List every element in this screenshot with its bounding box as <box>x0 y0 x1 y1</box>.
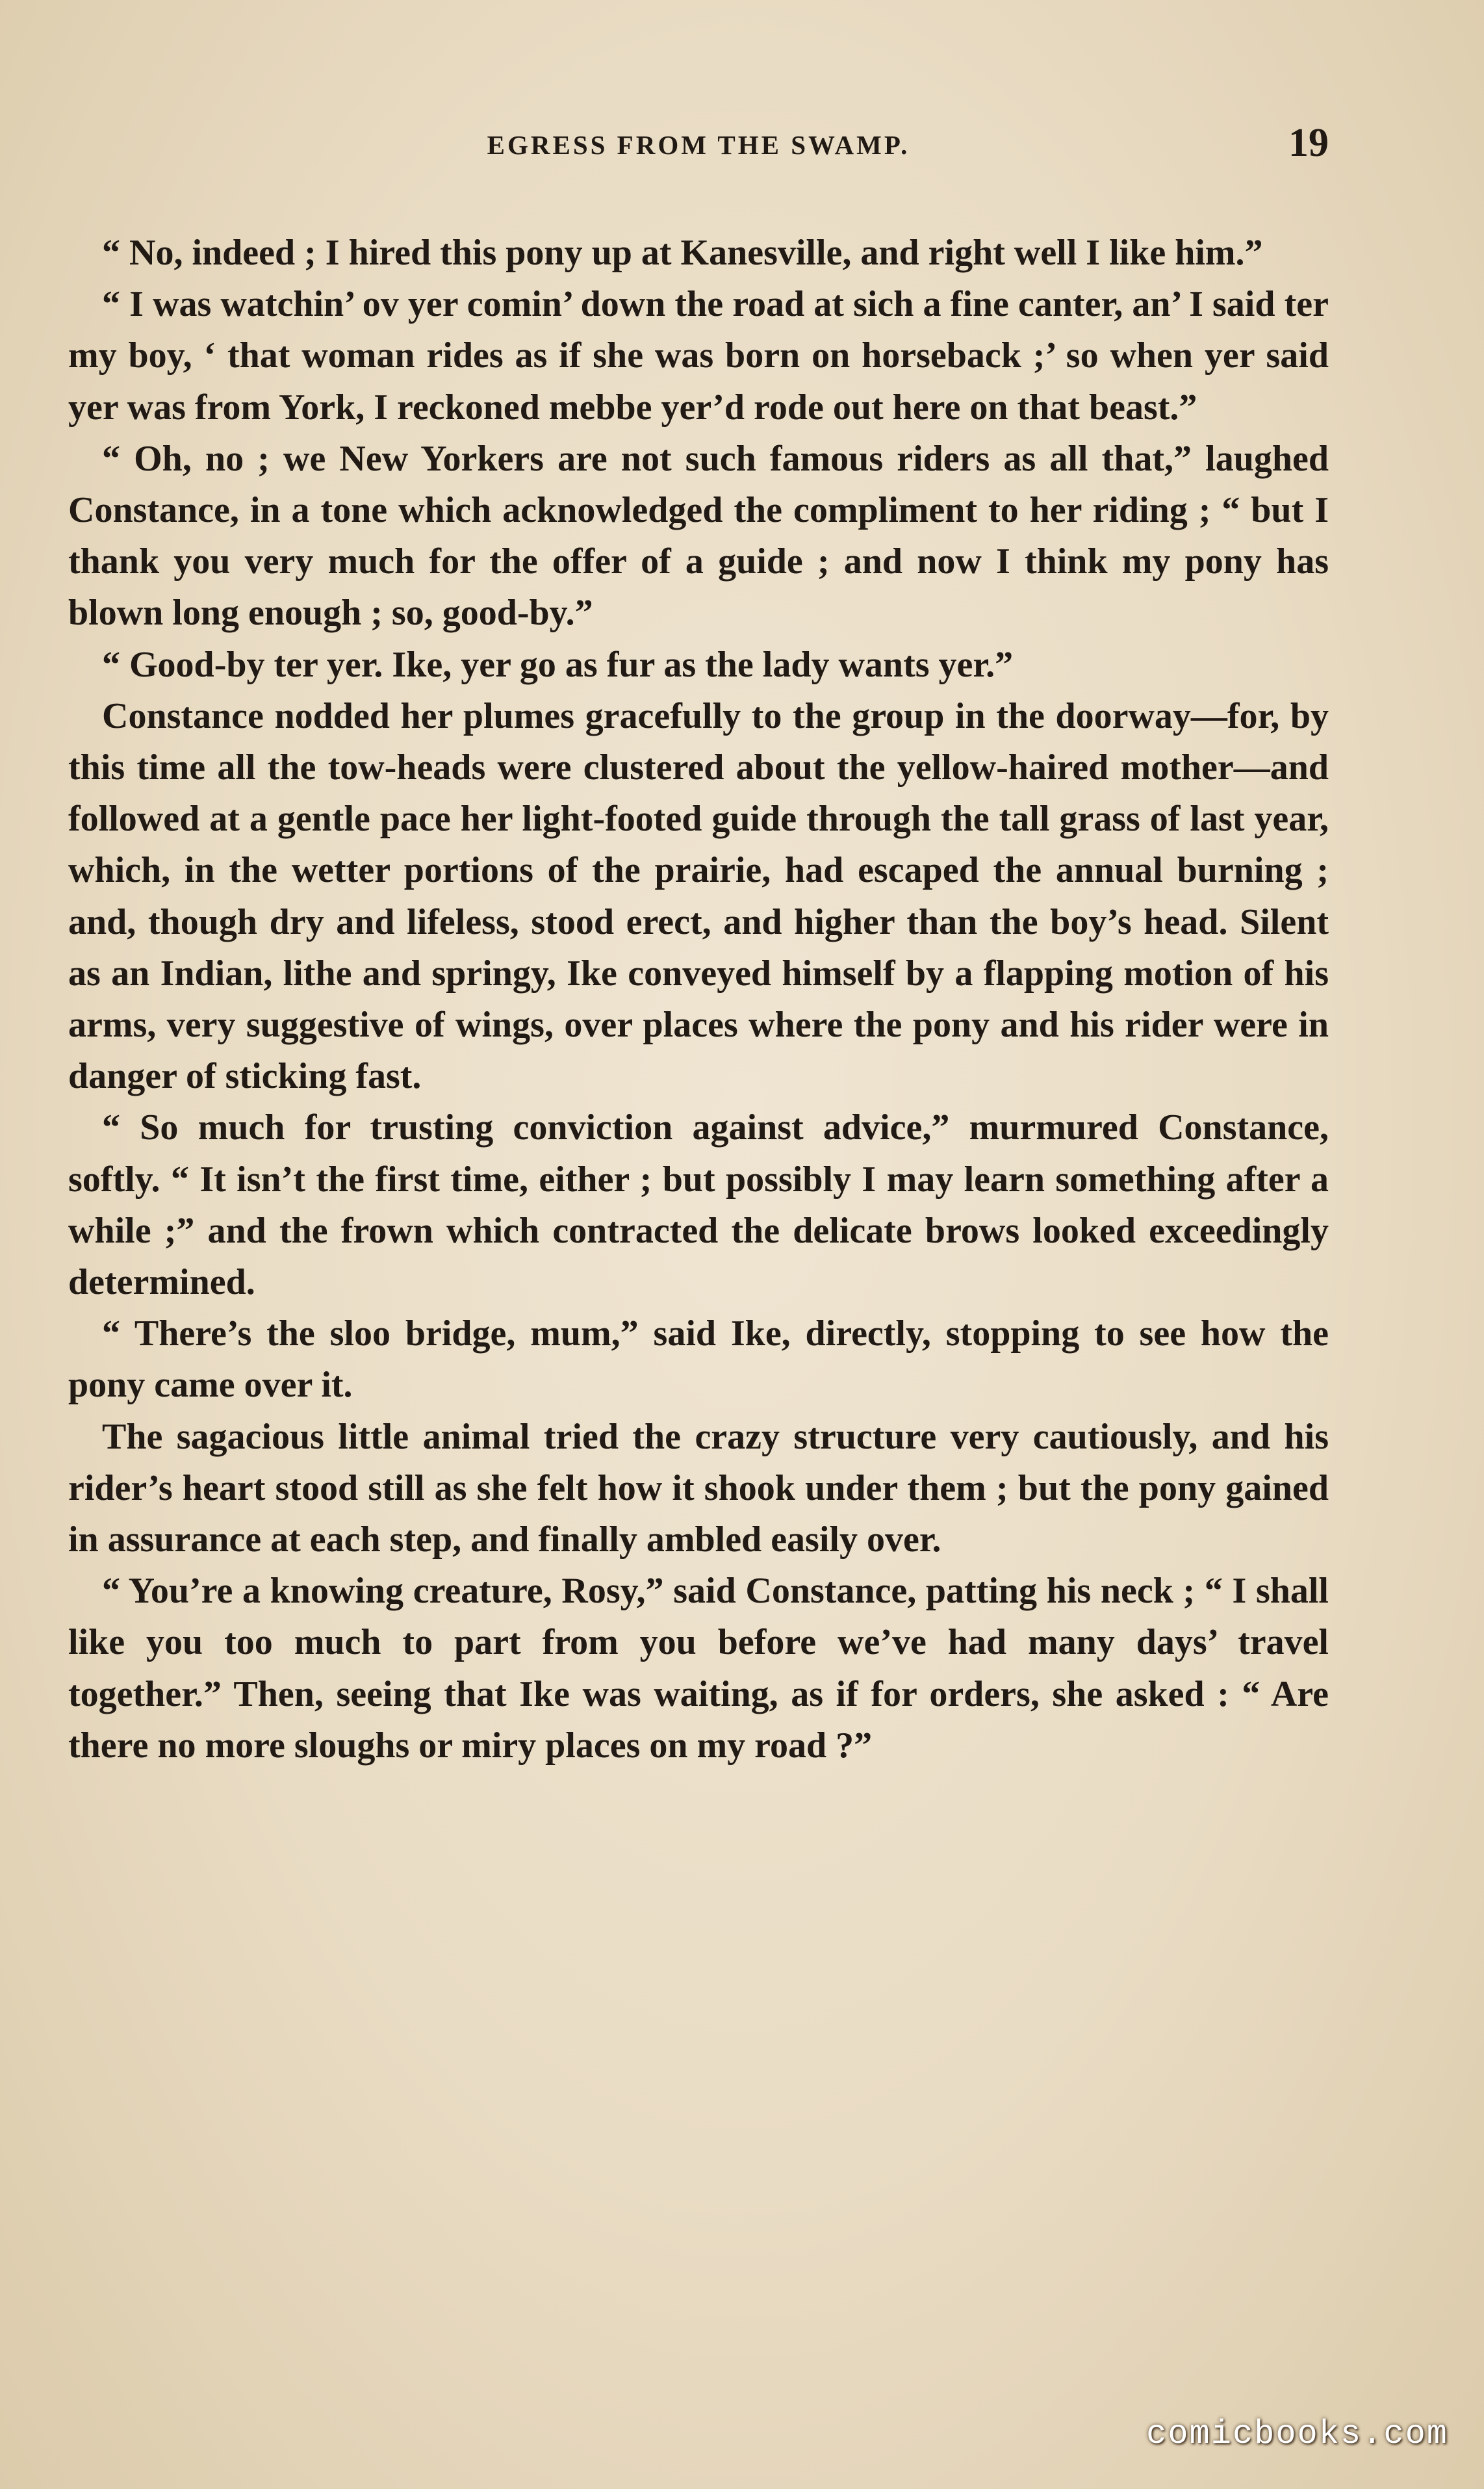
watermark: comicbooks.com <box>1146 2415 1448 2453</box>
paragraph: “ I was watchin’ ov yer comin’ down the road at sich a fine canter, an’ I said ter my boy, ‘ that woman rides as if she was born on horseback ;’ so when yer said yer was from York, I reckoned mebbe yer’d rode out here on that beast.” <box>68 284 1329 428</box>
running-head: EGRESS FROM THE SWAMP. <box>487 130 910 160</box>
paragraph: “ So much for trusting conviction against advice,” murmured Constance, softly. “ It isn’t the first time, either ; but possibly I may learn something after a while ;” and the frown which contracted the delicate brows looked exceedingly determined. <box>68 1107 1329 1303</box>
paragraph: “ You’re a knowing creature, Rosy,” said Constance, patting his neck ; “ I shall like you too much to part from you before we’ve had many days’ travel together.” Then, seeing that Ike was waiting, as if for orders, she asked : “ Are there no more sloughs or miry places on my road ?” <box>68 1571 1329 1766</box>
body-text <box>68 227 1329 1772</box>
page-header <box>68 120 1329 172</box>
paragraph: The sagacious little animal tried the crazy structure very cautiously, and his rider’s heart stood still as she felt how it shook under them ; but the pony gained in assurance at each step, and finally ambled easily over. <box>68 1416 1329 1560</box>
page-number: 19 <box>1288 121 1329 165</box>
paragraph: “ There’s the sloo bridge, mum,” said Ike, directly, stopping to see how the pony came over it. <box>68 1313 1329 1406</box>
paragraph: “ Oh, no ; we New Yorkers are not such famous riders as all that,” laughed Constance, in a tone which acknowledged the compliment to her riding ; “ but I thank you very much for the offer of a guide ; and now I think my pony has blown long enough ; so, good-by.” <box>68 438 1329 634</box>
paragraph: “ Good-by ter yer. Ike, yer go as fur as the lady wants yer.” <box>102 644 1014 685</box>
paragraph: “ No, indeed ; I hired this pony up at Kanesville, and right well I like him.” <box>102 233 1263 273</box>
paragraph: Constance nodded her plumes gracefully to the group in the doorway—for, by this time all the tow-heads were clustered about the yellow-haired mother—and followed at a gentle pace her light-footed guide through the tall grass of last year, which, in the wetter portions of the prairie, had escaped the annual burning ; and, though dry and lifeless, stood erect, and higher than the boy’s head. Silent as an Indian, lithe and springy, Ike conveyed himself by a flapping motion of his arms, very suggestive of wings, over places where the pony and his rider were in danger of sticking fast. <box>68 695 1329 1097</box>
